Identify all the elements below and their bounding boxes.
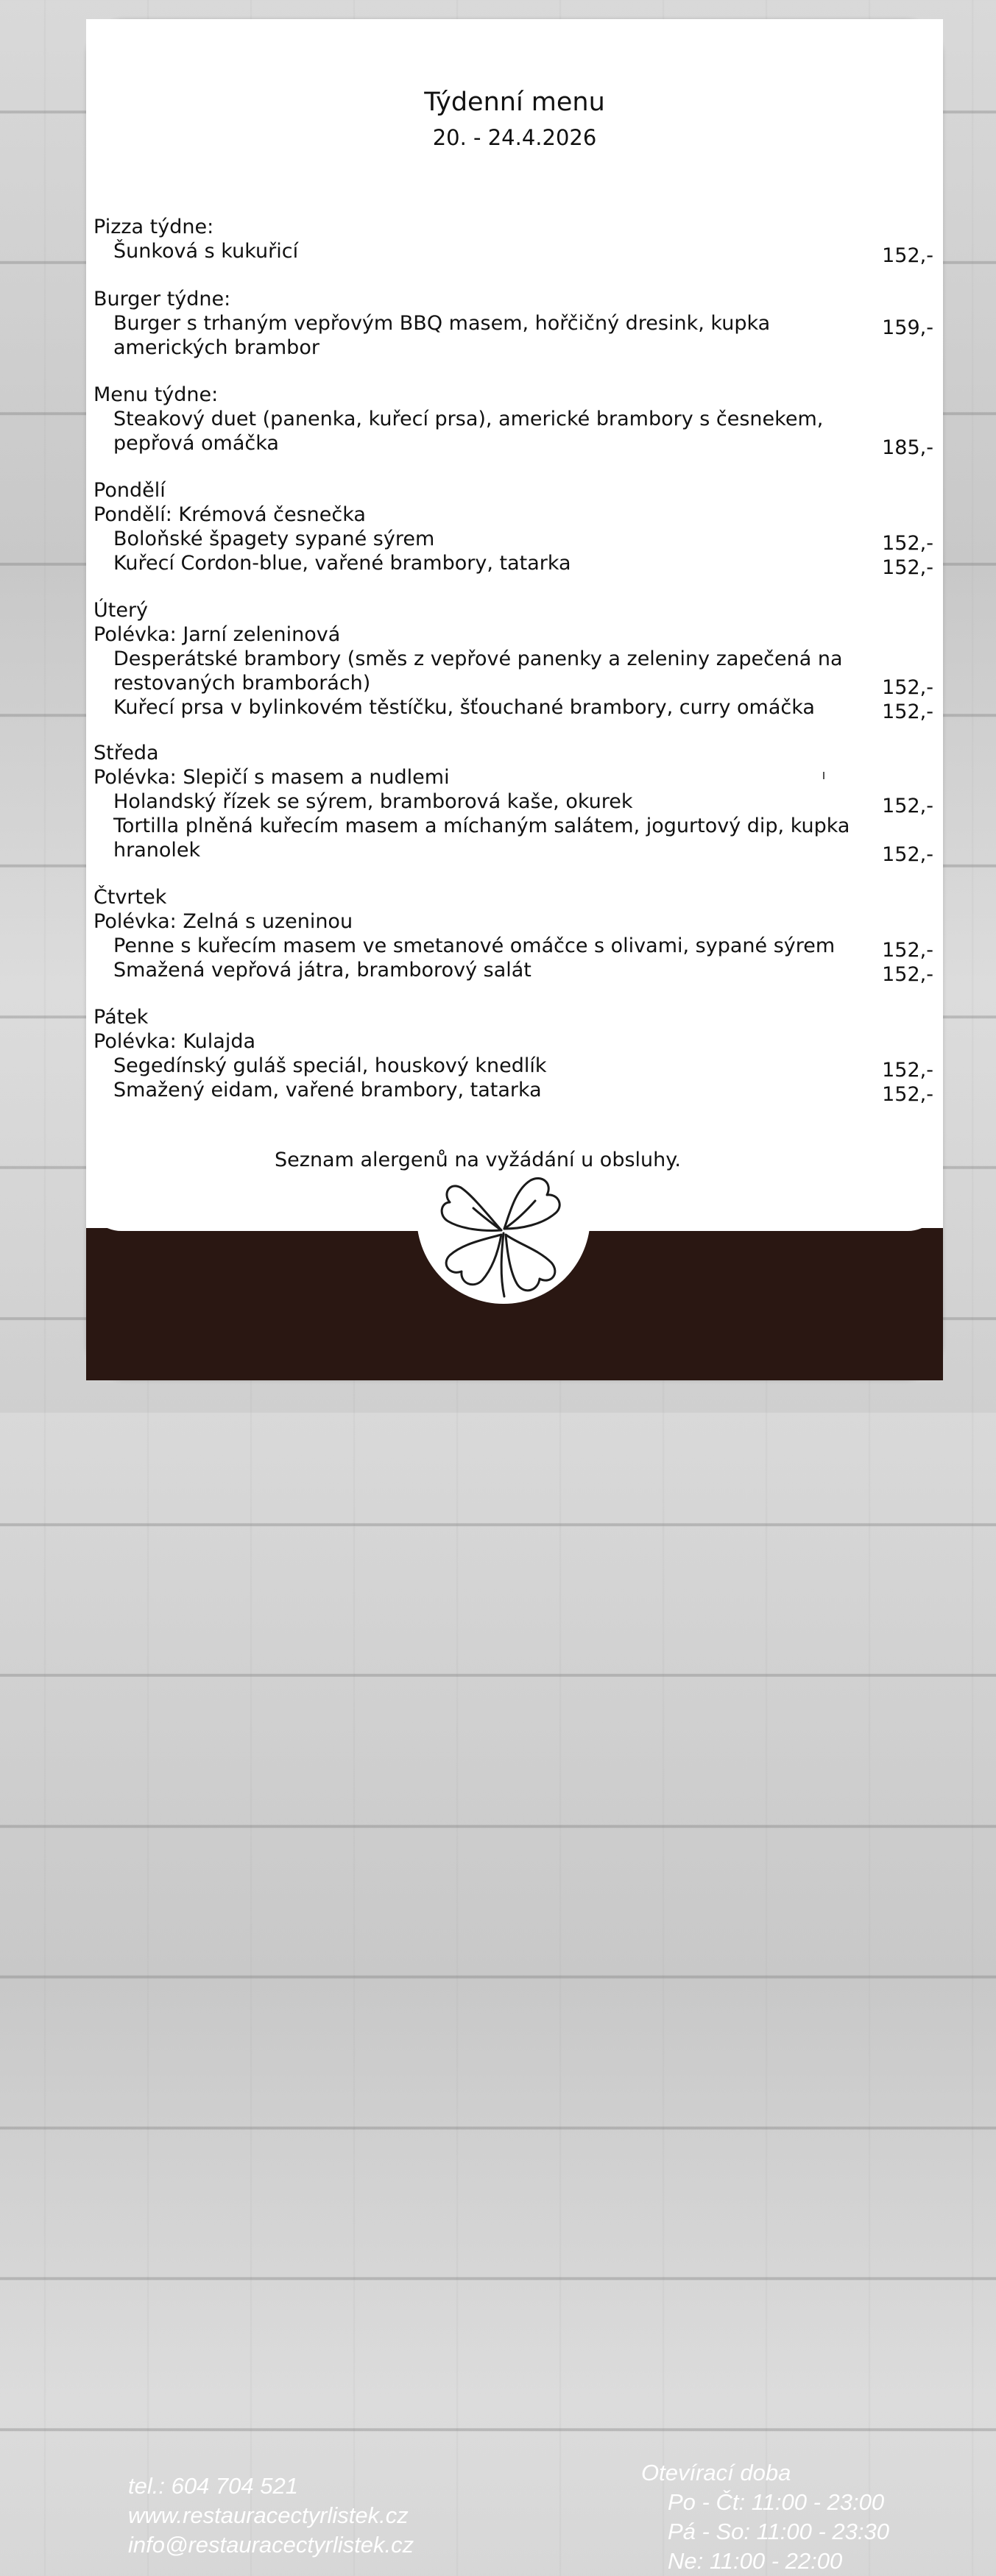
allergen-note: Seznam alergenů na vyžádání u obsluhy. (275, 1149, 681, 1171)
dish-price: 152,- (882, 843, 933, 866)
dish-name: Segedínský guláš speciál, houskový knedlík (113, 1054, 547, 1077)
dish-name: Tortilla plněná kuřecím masem a míchaným salátem, jogurtový dip, kupka (113, 815, 850, 837)
dish-price: 152,- (882, 939, 933, 962)
dish-name: Kuřecí Cordon-blue, vařené brambory, tatarka (113, 552, 571, 575)
dish-name: Burger s trhaným vepřovým BBQ masem, hořčičný dresink, kupka (113, 312, 771, 335)
section-heading: Úterý (93, 599, 149, 622)
stray-mark (823, 772, 824, 779)
dish-price: 152,- (882, 1083, 933, 1106)
menu-card (86, 19, 943, 2574)
date-range: 20. - 24.4.2026 (432, 125, 597, 150)
dish-price: 152,- (882, 532, 933, 555)
dish-name: pepřová omáčka (113, 432, 279, 455)
soup-line: Polévka: Jarní zeleninová (93, 623, 341, 646)
soup-line: Polévka: Slepičí s masem a nudlemi (93, 766, 450, 789)
dish-name: Kuřecí prsa v bylinkovém těstíčku, šťouchané brambory, curry omáčka (113, 696, 815, 719)
soup-line: Polévka: Kulajda (93, 1030, 256, 1053)
dish-name: hranolek (113, 839, 201, 862)
section-heading: Čtvrtek (93, 886, 167, 909)
dish-price: 152,- (882, 795, 933, 817)
section-heading: Menu týdne: (93, 383, 219, 406)
section-heading: Středa (93, 742, 159, 764)
section-heading: Pátek (93, 1006, 149, 1029)
section-heading: Pizza týdne: (93, 216, 214, 238)
dish-name: Smažený eidam, vařené brambory, tatarka (113, 1079, 542, 1101)
soup-line: Polévka: Zelná s uzeninou (93, 910, 353, 933)
hours-row: Ne: 11:00 - 22:00 (668, 2548, 843, 2574)
contact-block (128, 2472, 414, 2560)
section-heading: Burger týdne: (93, 288, 231, 311)
four-leaf-clover-icon (428, 1173, 579, 1298)
dish-name: amerických brambor (113, 336, 319, 359)
dish-name: Steakový duet (panenka, kuřecí prsa), americké brambory s česnekem, (113, 408, 824, 430)
dish-price: 159,- (882, 316, 933, 339)
dish-name: Smažená vepřová játra, bramborový salát (113, 959, 531, 982)
opening-hours-title: Otevírací doba (641, 2460, 791, 2485)
dish-name: Holandský řízek se sýrem, bramborová kaše, okurek (113, 790, 633, 813)
dish-name: Desperátské brambory (směs z vepřové panenky a zeleniny zapečená na (113, 647, 843, 670)
dish-price: 152,- (882, 1059, 933, 1082)
hours-row: Pá - So: 11:00 - 23:30 (668, 2519, 890, 2544)
dish-name: Boloňské špagety sypané sýrem (113, 528, 435, 550)
email-link[interactable]: info@restauracectyrlistek.cz (128, 2532, 414, 2558)
dish-name: Penne s kuřecím masem ve smetanové omáčce s olivami, sypané sýrem (113, 934, 836, 957)
dish-price: 152,- (882, 963, 933, 986)
dish-price: 152,- (882, 676, 933, 699)
dish-price: 152,- (882, 556, 933, 579)
dish-price: 152,- (882, 244, 933, 267)
hours-row: Po - Čt: 11:00 - 23:00 (668, 2489, 885, 2515)
dish-name: restovaných bramborách) (113, 672, 371, 695)
dish-name: Šunková s kukuřicí (113, 240, 299, 263)
website-link[interactable]: www.restauracectyrlistek.cz (128, 2502, 409, 2528)
phone-number: tel.: 604 704 521 (128, 2473, 298, 2499)
section-heading: Pondělí (93, 479, 166, 502)
opening-hours (641, 2458, 889, 2576)
dish-price: 152,- (882, 700, 933, 723)
dish-price: 185,- (882, 436, 933, 459)
soup-line: Pondělí: Krémová česnečka (93, 503, 366, 526)
page-title: Týdenní menu (424, 88, 605, 117)
